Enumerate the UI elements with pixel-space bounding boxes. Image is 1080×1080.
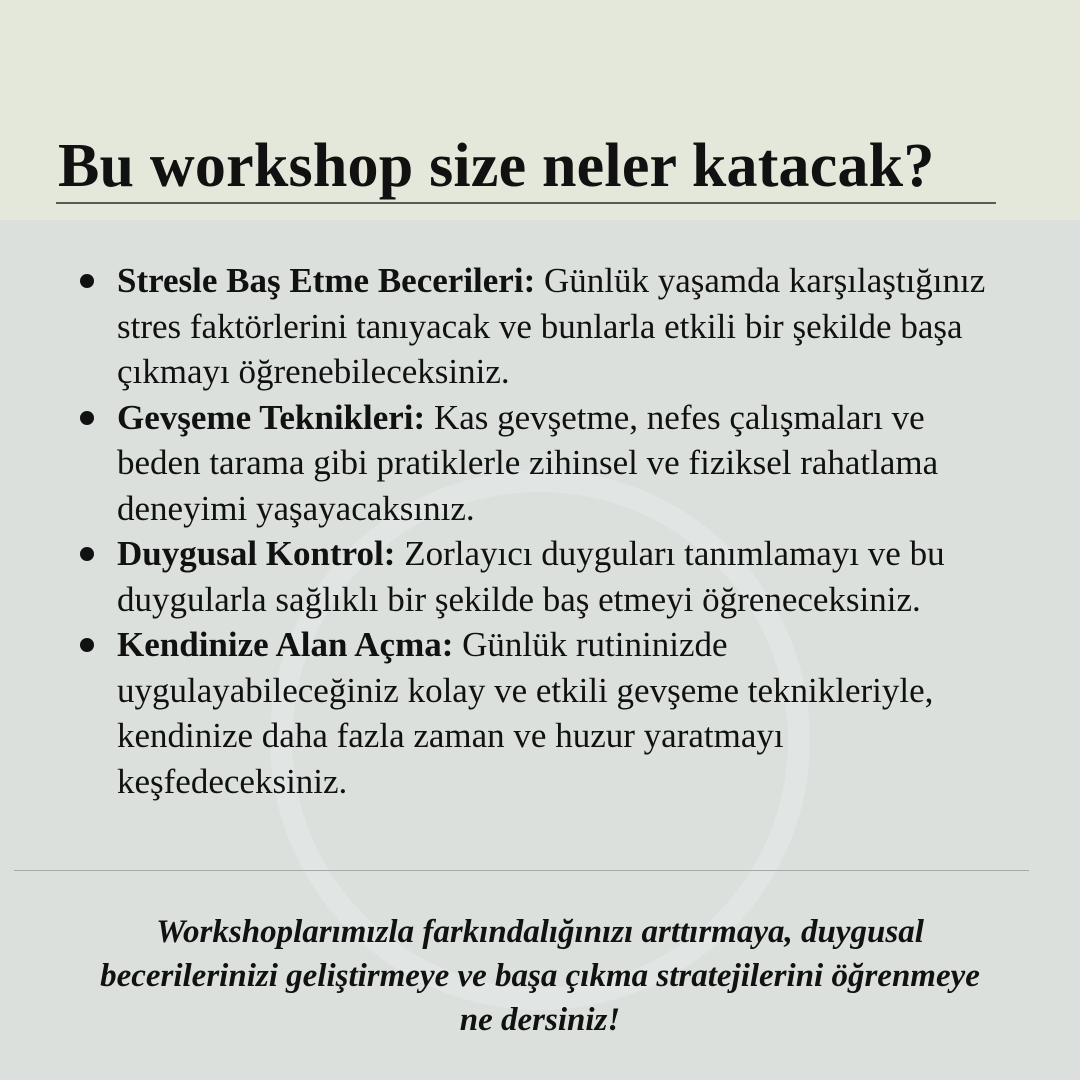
section-divider [14,870,1029,871]
bullet-dot-icon [80,274,94,288]
list-item-text: Kas gevşetme, nefes çalışmaları ve beden tarama gibi pratiklerle zihinsel ve fiziksel rahatlama deneyimi yaşayacaksınız. [117,397,939,528]
list-item-heading: Gevşeme Teknikleri: [117,397,426,437]
list-item-text: Zorlayıcı duyguları tanımlamayı ve bu duygularla sağlıklı bir şekilde baş etmeyi öğreneceksiniz. [117,534,945,619]
bullet-dot-icon [80,547,94,561]
list-item-stress [80,258,1010,395]
benefits-list [80,258,1010,804]
list-item-text: Günlük yaşamda karşılaştığınız stres faktörlerini tanıyacak ve bunlarla etkili bir şekilde başa çıkmayı öğrenebileceksiniz. [117,261,986,391]
bullet-dot-icon [80,411,94,425]
list-item-heading: Duygusal Kontrol: [117,534,396,573]
list-item-heading: Kendinize Alan Açma: [117,625,454,664]
list-item-text: Günlük rutininizde uygulayabileceğiniz kolay ve etkili gevşeme teknikleriyle, kendinize daha fazla zaman ve huzur yaratmayı keşfedeceksiniz. [117,625,934,801]
page-title: Bu workshop size neler katacak? [58,132,935,200]
list-item-heading: Stresle Baş Etme Becerileri: [117,261,536,300]
footer-note: Workshoplarımızla farkındalığınızı arttırmaya, duygusal becerilerinizi geliştirmeye ve başa çıkma stratejilerini öğrenmeye ne dersiniz! [100,914,980,1038]
title-underline [56,202,996,204]
list-item-relaxation [80,395,1010,532]
list-item-emotional-control [80,531,1010,622]
bullet-dot-icon [80,638,94,652]
list-item-self-space [80,622,1010,804]
